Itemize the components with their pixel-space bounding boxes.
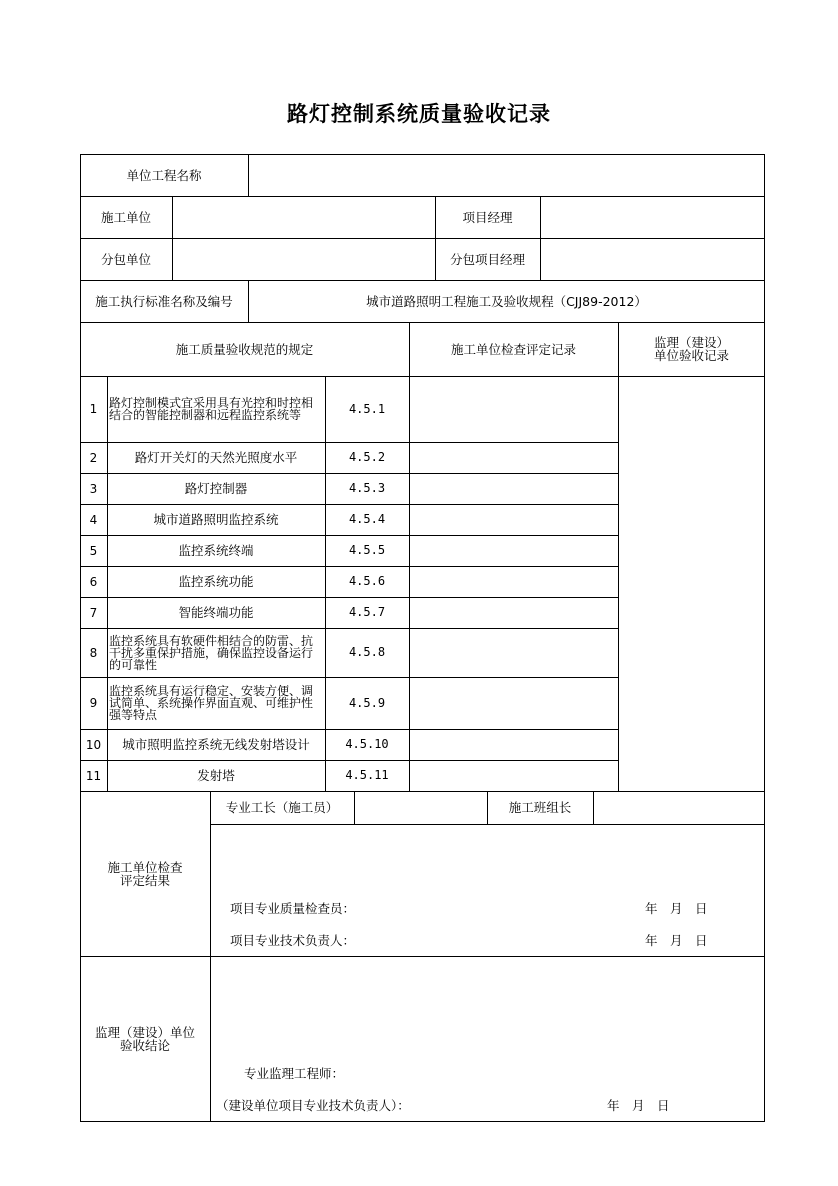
subcontract-unit-field[interactable] — [172, 238, 435, 280]
item-number: 1 — [89, 402, 98, 416]
item-number: 4 — [89, 512, 98, 527]
supervision-column-header — [618, 322, 765, 376]
subcontract-manager-label: 分包项目经理 — [449, 251, 525, 267]
item-clause: 4.5.6 — [348, 574, 386, 588]
foreman-field[interactable] — [354, 791, 487, 824]
tech-leader-label: 项目专业技术负责人： — [230, 932, 356, 948]
spec-column-header: 施工质量验收规范的规定 — [175, 341, 314, 357]
item-number: 9 — [89, 696, 98, 710]
item-number: 3 — [89, 481, 98, 496]
item-number: 6 — [89, 574, 98, 589]
team-leader-label: 施工班组长 — [508, 800, 572, 815]
inspection-label-line2: 评定结果 — [119, 872, 170, 888]
item-text: 路灯开关灯的天然光照度水平 — [134, 450, 298, 465]
team-leader-field[interactable] — [593, 791, 765, 824]
page-title: 路灯控制系统质量验收记录 — [287, 102, 551, 126]
subcontract-unit-label: 分包单位 — [100, 251, 151, 267]
owner-tech-leader-label: （建设单位项目专业技术负责人）： — [216, 1097, 410, 1113]
item-clause: 4.5.11 — [345, 768, 389, 782]
item-text: 城市照明监控系统无线发射塔设计 — [122, 737, 310, 752]
item-clause: 4.5.3 — [348, 481, 386, 495]
supervision-header-line2: 单位验收记录 — [653, 348, 729, 363]
construction-unit-field[interactable] — [172, 196, 435, 238]
standard-value: 城市道路照明工程施工及验收规程（CJJ89-2012） — [366, 293, 647, 309]
item-text: 监控系统功能 — [178, 574, 254, 589]
item-clause: 4.5.1 — [348, 401, 386, 416]
supervision-label-line2: 验收结论 — [119, 1038, 170, 1053]
item-number: 8 — [89, 645, 98, 660]
project-manager-label: 项目经理 — [462, 209, 513, 225]
inspection-label-line1: 施工单位检查 — [107, 859, 183, 875]
supervision-header-line1: 监理（建设） — [653, 335, 729, 350]
item-clause: 4.5.7 — [348, 605, 386, 619]
item-text: 路灯控制器 — [184, 481, 248, 496]
supervision-label-line1: 监理（建设）单位 — [94, 1025, 195, 1040]
item-text: 发射塔 — [197, 768, 235, 783]
item-clause: 4.5.10 — [345, 737, 389, 751]
item-number: 5 — [89, 543, 98, 558]
tech-leader-date: 年 月 日 — [645, 932, 708, 948]
inspector-date: 年 月 日 — [645, 900, 708, 916]
item-clause: 4.5.4 — [348, 512, 386, 526]
supervision-date: 年 月 日 — [607, 1097, 670, 1113]
item-clause: 4.5.5 — [348, 543, 386, 557]
item-number: 10 — [85, 737, 102, 752]
subcontract-manager-field[interactable] — [540, 238, 765, 280]
item-text: 智能终端功能 — [178, 605, 254, 620]
item-text: 监控系统具有软硬件相结合的防雷、抗干扰多重保护措施，确保监控设备运行的可靠性 — [109, 633, 314, 672]
item-text: 监控系统终端 — [178, 543, 254, 558]
item-clause: 4.5.8 — [348, 645, 386, 659]
inspection-result-label — [80, 791, 210, 956]
project-name-field[interactable] — [248, 154, 765, 196]
item-text: 城市道路照明监控系统 — [153, 512, 279, 527]
item-text: 监控系统具有运行稳定、安装方便、调试简单、系统操作界面直观、可维护性强等特点 — [109, 684, 314, 722]
project-manager-field[interactable] — [540, 196, 765, 238]
construction-unit-label: 施工单位 — [100, 209, 151, 225]
item-clause: 4.5.9 — [348, 695, 386, 710]
check-record-column-header: 施工单位检查评定记录 — [450, 341, 576, 357]
item-text: 路灯控制模式宜采用具有光控和时控相结合的智能控制器和远程监控系统等 — [109, 396, 314, 422]
supervision-conclusion-label — [80, 956, 210, 1122]
item-number: 7 — [89, 605, 98, 620]
quality-inspector-label: 项目专业质量检查员： — [230, 900, 356, 916]
item-number: 2 — [89, 450, 98, 465]
supervising-engineer-label: 专业监理工程师： — [244, 1065, 345, 1081]
standard-label: 施工执行标准名称及编号 — [95, 293, 233, 309]
foreman-label: 专业工长（施工员） — [225, 800, 339, 815]
item-number: 11 — [85, 768, 102, 783]
project-name-label: 单位工程名称 — [126, 167, 202, 183]
item-clause: 4.5.2 — [348, 450, 386, 464]
